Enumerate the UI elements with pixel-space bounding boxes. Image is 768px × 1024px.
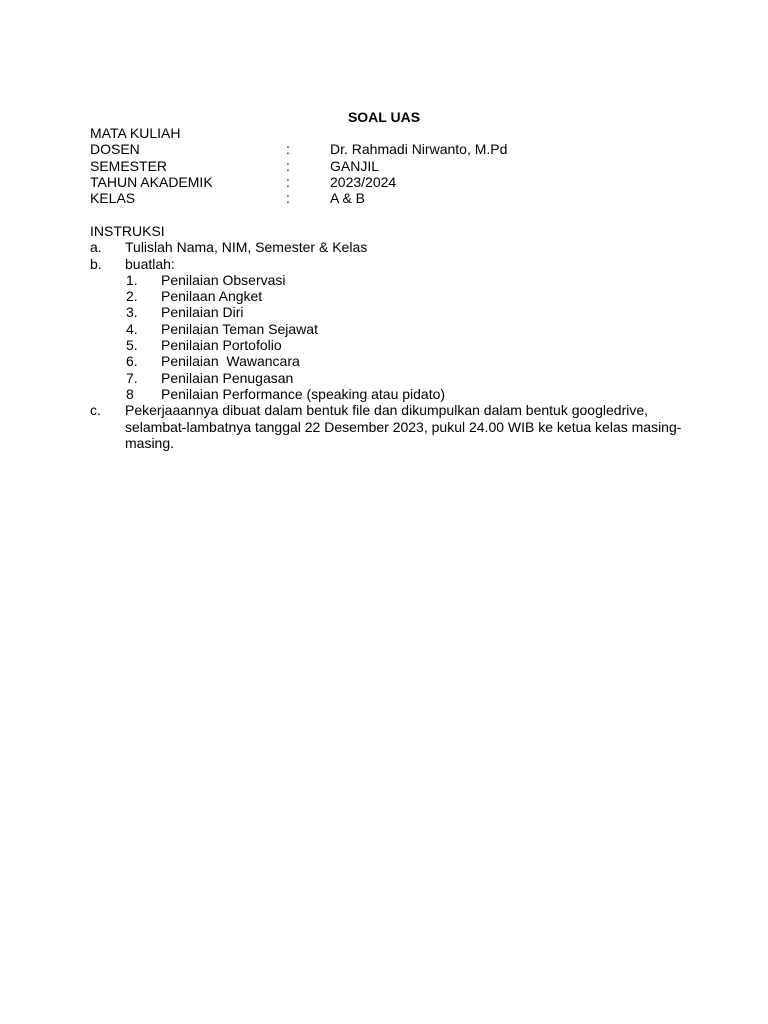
sub-item-text: Penilaian Penugasan bbox=[161, 369, 294, 386]
item-marker: b. bbox=[90, 255, 102, 272]
item-text: buatlah: bbox=[125, 255, 175, 272]
sub-item-marker: 1. bbox=[126, 271, 138, 288]
item-text: Tulislah Nama, NIM, Semester & Kelas bbox=[125, 239, 368, 256]
info-colon: : bbox=[286, 190, 290, 207]
item-marker: a. bbox=[90, 239, 102, 256]
info-value: A & B bbox=[330, 190, 366, 207]
sub-item bbox=[90, 353, 690, 369]
sub-item bbox=[90, 337, 690, 353]
sub-item bbox=[90, 386, 690, 402]
sub-item-marker: 4. bbox=[126, 320, 138, 337]
instructions-section bbox=[90, 223, 690, 451]
sub-item-marker: 3. bbox=[126, 304, 138, 321]
sub-item bbox=[90, 288, 690, 304]
course-info bbox=[90, 125, 690, 206]
sub-item bbox=[90, 321, 690, 337]
info-row-lecturer bbox=[90, 141, 690, 157]
instructions-heading bbox=[90, 223, 690, 239]
instruction-item-a bbox=[90, 239, 690, 255]
sub-item-marker: 2. bbox=[126, 288, 138, 305]
heading-text: INSTRUKSI bbox=[90, 223, 165, 239]
info-label: SEMESTER bbox=[90, 157, 168, 174]
sub-item-text: Penilaan Angket bbox=[161, 288, 263, 305]
info-row-semester bbox=[90, 158, 690, 174]
sub-item-marker: 7. bbox=[126, 369, 138, 386]
item-marker: c. bbox=[90, 402, 101, 419]
sub-item bbox=[90, 370, 690, 386]
item-text-line-3: masing. bbox=[125, 434, 175, 451]
instruction-item-b bbox=[90, 256, 690, 272]
info-label: KELAS bbox=[90, 190, 136, 207]
info-colon: : bbox=[286, 173, 290, 190]
item-text-line-1: Pekerjaaannya dibuat dalam bentuk file dan dikumpulkan dalam bentuk googledrive, bbox=[125, 402, 649, 419]
sub-item-text: Penilaian Diri bbox=[161, 304, 244, 321]
info-colon: : bbox=[286, 141, 290, 158]
info-label: DOSEN bbox=[90, 141, 140, 158]
document-title: SOAL UAS bbox=[347, 109, 421, 125]
sub-item-text: Penilaian Teman Sejawat bbox=[161, 320, 318, 337]
instruction-item-c bbox=[90, 402, 690, 418]
sub-item-marker: 5. bbox=[126, 337, 138, 354]
instruction-item-c-continued bbox=[90, 435, 690, 451]
info-colon: : bbox=[286, 157, 290, 174]
info-label: TAHUN AKADEMIK bbox=[90, 173, 213, 190]
sub-item-text: Penilaian Wawancara bbox=[161, 353, 300, 370]
info-row-class bbox=[90, 190, 690, 206]
info-row-academic-year bbox=[90, 174, 690, 190]
sub-item-marker: 8 bbox=[126, 385, 134, 402]
info-value: GANJIL bbox=[330, 157, 380, 174]
info-label: MATA KULIAH bbox=[90, 125, 181, 141]
item-text-line-2: selambat-lambatnya tanggal 22 Desember 2023, pukul 24.00 WIB ke ketua kelas masing- bbox=[125, 418, 682, 435]
info-row-course bbox=[90, 125, 690, 141]
instruction-item-c-continued bbox=[90, 419, 690, 435]
sub-item-text: Penilaian Observasi bbox=[161, 271, 286, 288]
sub-item-marker: 6. bbox=[126, 353, 138, 370]
sub-item bbox=[90, 272, 690, 288]
sub-item-text: Penilaian Portofolio bbox=[161, 337, 282, 354]
sub-item bbox=[90, 304, 690, 320]
info-value: 2023/2024 bbox=[330, 173, 397, 190]
info-value: Dr. Rahmadi Nirwanto, M.Pd bbox=[330, 141, 508, 158]
sub-item-text: Penilaian Performance (speaking atau pidato) bbox=[161, 385, 446, 402]
